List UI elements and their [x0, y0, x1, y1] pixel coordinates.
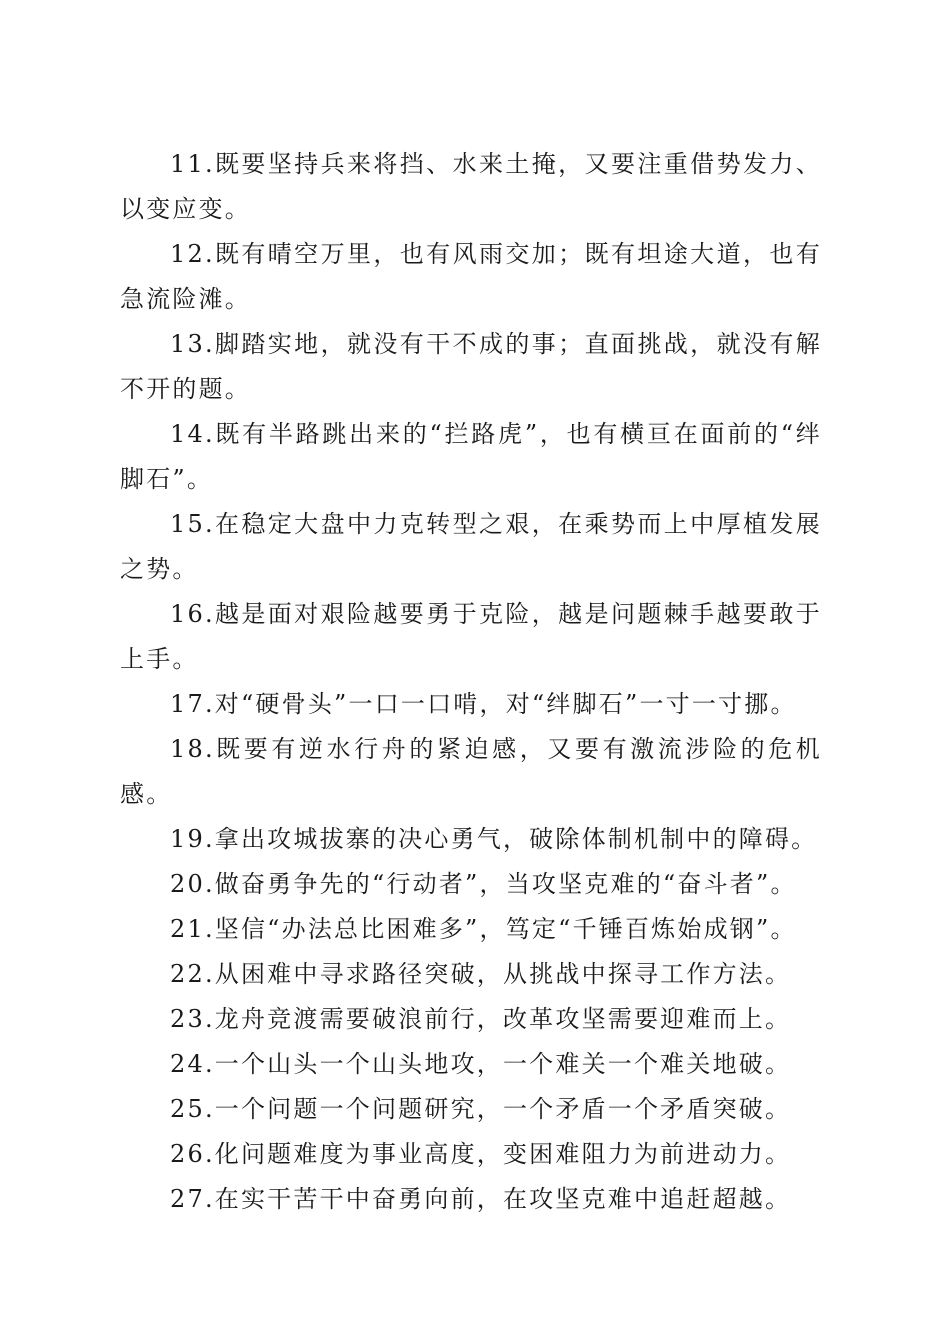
list-item: 18.既要有逆水行舟的紧迫感，又要有激流涉险的危机感。 — [120, 735, 822, 808]
list-item: 23.龙舟竞渡需要破浪前行，改革攻坚需要迎难而上。 — [170, 1005, 792, 1033]
list-item: 11.既要坚持兵来将挡、水来土掩，又要注重借势发力、以变应变。 — [120, 150, 822, 223]
list-item: 12.既有晴空万里，也有风雨交加；既有坦途大道，也有急流险滩。 — [120, 240, 822, 313]
list-item: 17.对“硬骨头”一口一口啃，对“绊脚石”一寸一寸挪。 — [170, 690, 797, 718]
list-item: 15.在稳定大盘中力克转型之艰，在乘势而上中厚植发展之势。 — [120, 510, 822, 583]
document-body — [120, 142, 822, 1222]
list-item: 20.做奋勇争先的“行动者”，当攻坚克难的“奋斗者”。 — [170, 870, 797, 898]
list-item: 24.一个山头一个山头地攻，一个难关一个难关地破。 — [170, 1050, 792, 1078]
list-item: 13.脚踏实地，就没有干不成的事；直面挑战，就没有解不开的题。 — [120, 330, 822, 403]
list-item: 26.化问题难度为事业高度，变困难阻力为前进动力。 — [170, 1140, 792, 1168]
list-item: 21.坚信“办法总比困难多”，笃定“千锤百炼始成钢”。 — [170, 915, 797, 943]
list-item: 27.在实干苦干中奋勇向前，在攻坚克难中追赶超越。 — [170, 1185, 792, 1213]
list-item: 19.拿出攻城拔寨的决心勇气，破除体制机制中的障碍。 — [170, 825, 818, 853]
list-item: 16.越是面对艰险越要勇于克险，越是问题棘手越要敢于上手。 — [120, 600, 822, 673]
list-item: 25.一个问题一个问题研究，一个矛盾一个矛盾突破。 — [170, 1095, 792, 1123]
list-item: 22.从困难中寻求路径突破，从挑战中探寻工作方法。 — [170, 960, 792, 988]
list-item: 14.既有半路跳出来的“拦路虎”，也有横亘在面前的“绊脚石”。 — [120, 420, 822, 493]
